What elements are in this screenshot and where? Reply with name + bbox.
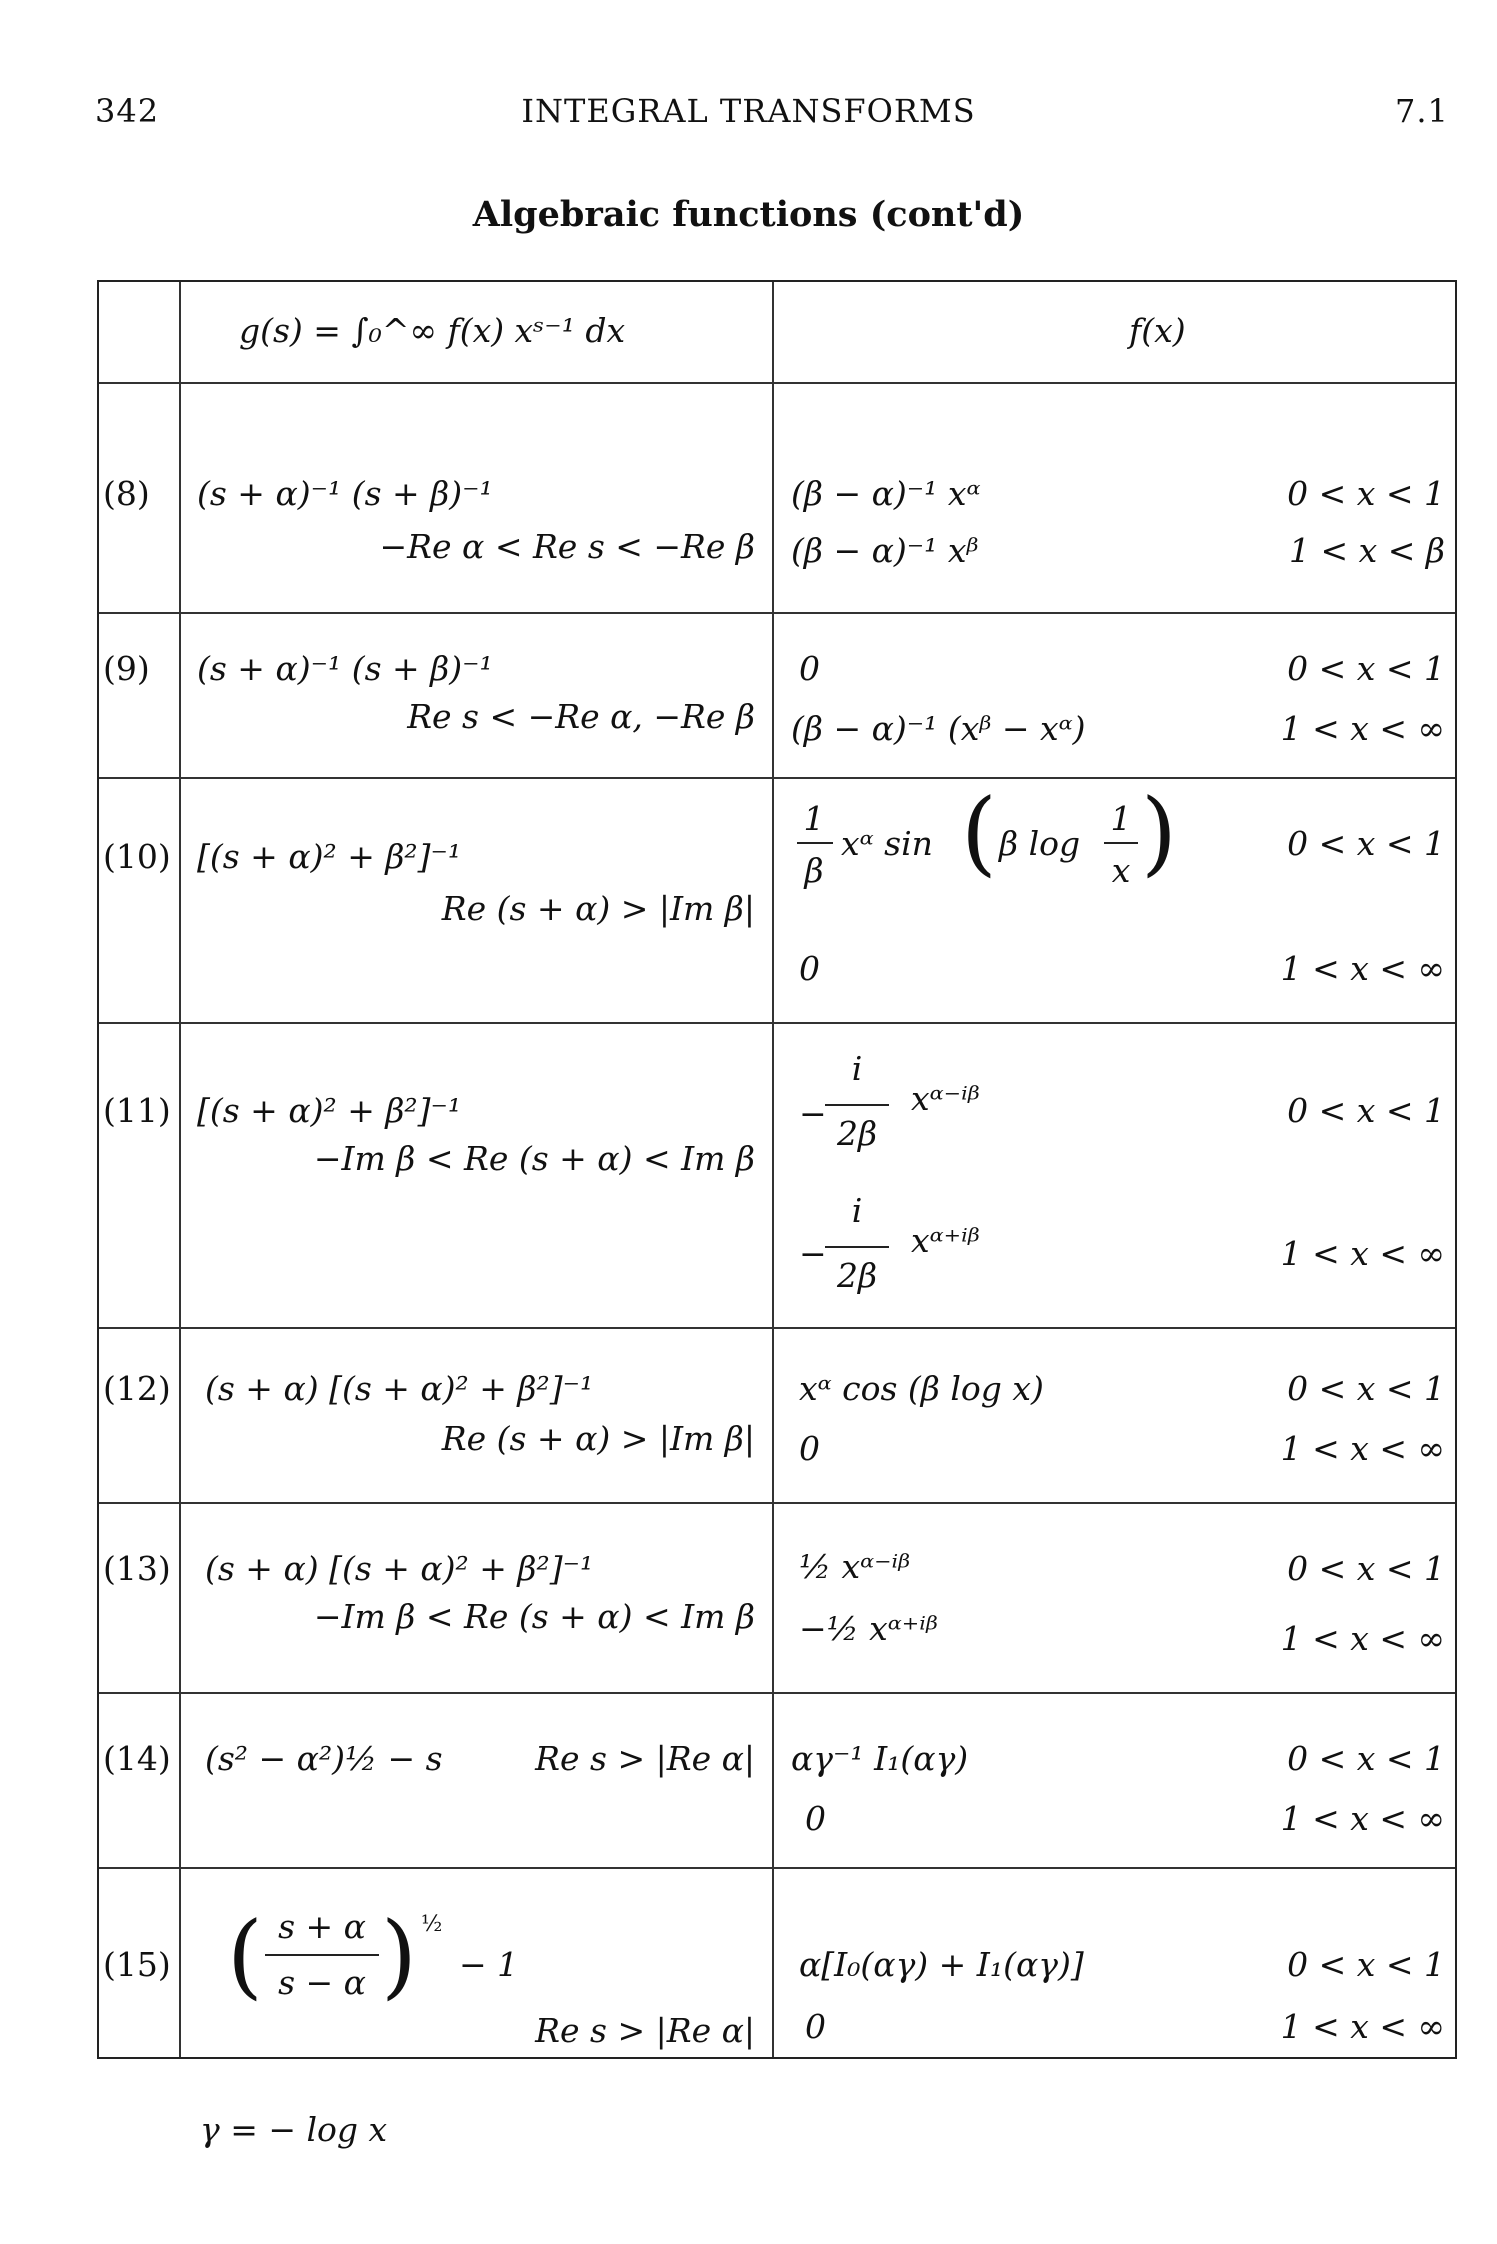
g-expression: (s + α)⁻¹ (s + β)⁻¹ bbox=[197, 649, 493, 688]
fraction-bar bbox=[825, 1246, 889, 1248]
g-expression: (s + α)⁻¹ (s + β)⁻¹ bbox=[197, 474, 493, 513]
g-expression: [(s + α)² + β²]⁻¹ bbox=[197, 1091, 462, 1130]
g-expression-tail: − 1 bbox=[459, 1945, 519, 1984]
x-range: 0 < x < 1 bbox=[1287, 474, 1445, 513]
table-subtitle: Algebraic functions (cont'd) bbox=[472, 194, 1025, 235]
f-expression: α[I₀(αγ) + I₁(αγ)] bbox=[799, 1945, 1084, 1984]
transform-table bbox=[97, 280, 1457, 2059]
f-inner-expression: β log bbox=[999, 824, 1081, 863]
f-expression: xᵅ sin bbox=[841, 824, 933, 863]
g-condition: Re (s + α) > |Im β| bbox=[441, 1419, 755, 1458]
x-range: 1 < x < ∞ bbox=[1280, 2007, 1445, 2046]
x-range: 0 < x < 1 bbox=[1287, 1549, 1445, 1588]
header-divider bbox=[99, 382, 1455, 384]
left-paren: ( bbox=[961, 779, 997, 886]
row-number: (8) bbox=[103, 474, 150, 513]
g-expression: (s + α) [(s + α)² + β²]⁻¹ bbox=[205, 1549, 594, 1588]
running-title: INTEGRAL TRANSFORMS bbox=[521, 92, 976, 130]
row-divider bbox=[99, 1022, 1455, 1024]
x-range: 1 < x < ∞ bbox=[1280, 1234, 1445, 1273]
f-expression: xᵅ⁺ⁱᵝ bbox=[911, 1221, 980, 1260]
footnote: γ = − log x bbox=[200, 2110, 388, 2149]
g-expression: (s + α) [(s + α)² + β²]⁻¹ bbox=[205, 1369, 594, 1408]
f-expression: ½ xᵅ⁻ⁱᵝ bbox=[799, 1547, 911, 1586]
x-range: 1 < x < β bbox=[1289, 531, 1445, 570]
row-divider bbox=[99, 777, 1455, 779]
fraction-bar bbox=[825, 1104, 889, 1106]
f-expression: −½ xᵅ⁺ⁱᵝ bbox=[799, 1609, 938, 1648]
f-expression: (β − α)⁻¹ (xᵝ − xᵅ) bbox=[791, 709, 1086, 748]
x-range: 1 < x < ∞ bbox=[1280, 949, 1445, 988]
row-divider bbox=[99, 1692, 1455, 1694]
fraction-denominator: 2β bbox=[836, 1256, 878, 1295]
fraction-numerator: s + α bbox=[278, 1907, 366, 1946]
fraction-bar bbox=[1104, 842, 1138, 844]
g-expression: [(s + α)² + β²]⁻¹ bbox=[197, 837, 462, 876]
row-divider bbox=[99, 1327, 1455, 1329]
x-range: 0 < x < 1 bbox=[1287, 1739, 1445, 1778]
f-expression: (β − α)⁻¹ xᵅ bbox=[791, 474, 981, 513]
x-range: 1 < x < ∞ bbox=[1280, 709, 1445, 748]
fraction-numerator: 1 bbox=[1110, 799, 1132, 838]
f-expression: 0 bbox=[799, 649, 820, 688]
col-divider-number bbox=[179, 282, 181, 2057]
fraction-denominator: 2β bbox=[836, 1114, 878, 1153]
fraction-numerator: 1 bbox=[803, 799, 825, 838]
row-divider bbox=[99, 1867, 1455, 1869]
col-divider-main bbox=[772, 282, 774, 2057]
x-range: 1 < x < ∞ bbox=[1280, 1799, 1445, 1838]
g-condition: Re (s + α) > |Im β| bbox=[441, 889, 755, 928]
f-expression: αγ⁻¹ I₁(αγ) bbox=[791, 1739, 969, 1778]
f-expression: 0 bbox=[805, 1799, 826, 1838]
g-exponent: ½ bbox=[421, 1912, 443, 1937]
row-number: (11) bbox=[103, 1091, 171, 1130]
g-condition: −Im β < Re (s + α) < Im β bbox=[313, 1597, 755, 1636]
row-number: (12) bbox=[103, 1369, 171, 1408]
page-number: 342 bbox=[95, 92, 160, 130]
fraction-denominator: β bbox=[804, 851, 824, 890]
fraction-denominator: x bbox=[1111, 851, 1131, 890]
g-expression: (s² − α²)½ − s bbox=[205, 1739, 443, 1778]
section-number: 7.1 bbox=[1395, 92, 1449, 130]
g-condition: −Im β < Re (s + α) < Im β bbox=[313, 1139, 755, 1178]
x-range: 0 < x < 1 bbox=[1287, 1091, 1445, 1130]
g-condition: Re s > |Re α| bbox=[535, 1739, 755, 1778]
header-f-of-x: f(x) bbox=[1129, 311, 1186, 350]
f-expression: (β − α)⁻¹ xᵝ bbox=[791, 531, 979, 570]
right-paren: ) bbox=[1141, 779, 1177, 886]
x-range: 0 < x < 1 bbox=[1287, 824, 1445, 863]
fraction-bar bbox=[265, 1954, 379, 1956]
fraction-numerator: i bbox=[851, 1191, 863, 1230]
x-range: 1 < x < ∞ bbox=[1280, 1619, 1445, 1658]
fraction-bar bbox=[797, 842, 833, 844]
f-expression: 0 bbox=[799, 1429, 820, 1468]
row-number: (13) bbox=[103, 1549, 171, 1588]
x-range: 0 < x < 1 bbox=[1287, 649, 1445, 688]
minus-sign: − bbox=[799, 1234, 827, 1273]
g-condition: Re s < −Re α, −Re β bbox=[407, 697, 755, 736]
left-paren: ( bbox=[227, 1902, 263, 2009]
g-condition: −Re α < Re s < −Re β bbox=[379, 527, 755, 566]
row-divider bbox=[99, 612, 1455, 614]
g-condition: Re s > |Re α| bbox=[535, 2011, 755, 2050]
row-number: (9) bbox=[103, 649, 150, 688]
row-divider bbox=[99, 1502, 1455, 1504]
f-expression: 0 bbox=[805, 2007, 826, 2046]
x-range: 1 < x < ∞ bbox=[1280, 1429, 1445, 1468]
row-number: (10) bbox=[103, 837, 171, 876]
row-number: (14) bbox=[103, 1739, 171, 1778]
minus-sign: − bbox=[799, 1094, 827, 1133]
f-expression: xᵅ cos (β log x) bbox=[799, 1369, 1044, 1408]
fraction-numerator: i bbox=[851, 1049, 863, 1088]
x-range: 0 < x < 1 bbox=[1287, 1945, 1445, 1984]
fraction-denominator: s − α bbox=[278, 1963, 366, 2002]
right-paren: ) bbox=[381, 1902, 417, 2009]
f-expression: 0 bbox=[799, 949, 820, 988]
row-number: (15) bbox=[103, 1945, 171, 1984]
x-range: 0 < x < 1 bbox=[1287, 1369, 1445, 1408]
header-g-of-s: g(s) = ∫₀^∞ f(x) xˢ⁻¹ dx bbox=[239, 311, 626, 350]
f-expression: xᵅ⁻ⁱᵝ bbox=[911, 1079, 980, 1118]
